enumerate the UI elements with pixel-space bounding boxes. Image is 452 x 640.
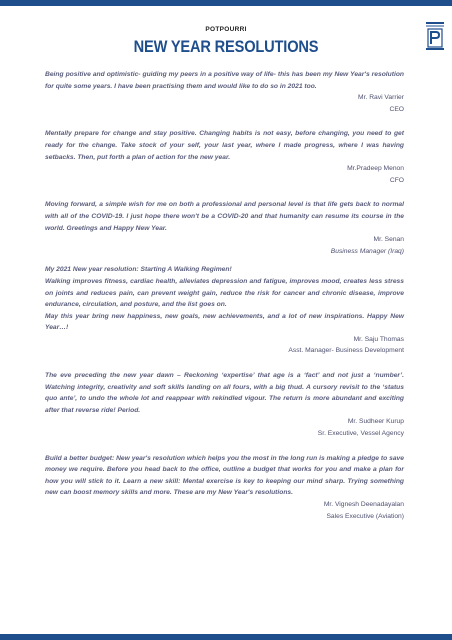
resolution-quote: Being positive and optimistic- guiding my peers in a positive way of life- this has been my New Year's resolution for quite some years. I have been practising them and would like to do so in 2021 too. (45, 71, 404, 90)
resolution-entry (45, 264, 404, 357)
author-role: Business Manager (Iraq) (330, 247, 404, 255)
resolution-quote: May this year bring new happiness, new goals, new achievements, and a lot of new inspirations. Happy New Year…! (45, 312, 404, 332)
bottom-accent-bar (0, 634, 452, 640)
author-role: Asst. Manager- Business Development (288, 347, 404, 355)
resolution-entry (45, 69, 404, 115)
author-role: CEO (389, 105, 404, 113)
resolution-quote: The eve preceding the new year dawn – Reckoning ‘expertise’ that age is a ‘fact’ and not just a ‘number’. Watching integrity, creativity and soft skills landing on all fours, with a big thud. A cursory revisit to the ‘status quo ante’, to undo the whole lot and reappear with rekindled vigour. The return is more abundant and exciting after that reverse ride! Period. (45, 372, 404, 414)
author-name: Mr.Pradeep Menon (347, 165, 404, 173)
resolution-quote: My 2021 New year resolution: Starting A Walking Regimen! (45, 266, 232, 274)
author-name: Mr. Saju Thomas (353, 335, 404, 343)
page-title: NEW YEAR RESOLUTIONS (133, 37, 319, 56)
resolution-quote: Walking improves fitness, cardiac health, alleviates depression and fatigue, improves mood, creates less stress on joints and reduces pain, can prevent weight gain, reduce the risk for cancer and chronic disease, improve endurance, circulation, and posture, and the list goes on. (45, 277, 404, 309)
author-role: Sr. Executive, Vessel Agency (317, 430, 404, 438)
resolutions-list (45, 69, 404, 522)
author-role: Sales Executive (Aviation) (326, 512, 404, 520)
resolution-entry (45, 370, 404, 440)
top-accent-bar (0, 0, 452, 6)
author-name: Mr. Sudheer Kurup (347, 418, 404, 426)
author-role: CFO (389, 176, 404, 184)
resolution-entry (45, 128, 404, 186)
resolution-quote: Build a better budget: New year's resolution which helps you the most in the long run is making a pledge to save money we require. Before you head back to the office, outline a budget that works for you and make a plan for how you will stick to it. Learn a new skill: Mental exercise is key to keeping our mind sharp. Trying something new can boost memory skills and more. These are my New Year's resolutions. (45, 454, 404, 497)
resolution-quote: Mentally prepare for change and stay positive. Changing habits is not easy, before changing, you need to get ready for the change. Take stock of your self, your last year, where I made progress, where I was having setbacks. Then, put forth a plan of action for the new year. (45, 130, 404, 161)
section-label: POTPOURRI (205, 26, 247, 33)
resolution-quote: Moving forward, a simple wish for me on both a professional and personal level is that life gets back to normal with all of the COVID-19. I just hope there won't be a COVID-20 and that humanity can resume its course in the world. Greetings and Happy New Year. (45, 201, 404, 232)
author-name: Mr. Vignesh Deenadayalan (323, 501, 404, 508)
author-name: Mr. Senan (373, 236, 404, 244)
resolution-entry (45, 199, 404, 257)
company-logo-icon (426, 22, 444, 50)
author-name: Mr. Ravi Varrier (358, 94, 404, 102)
resolution-entry (45, 453, 404, 523)
